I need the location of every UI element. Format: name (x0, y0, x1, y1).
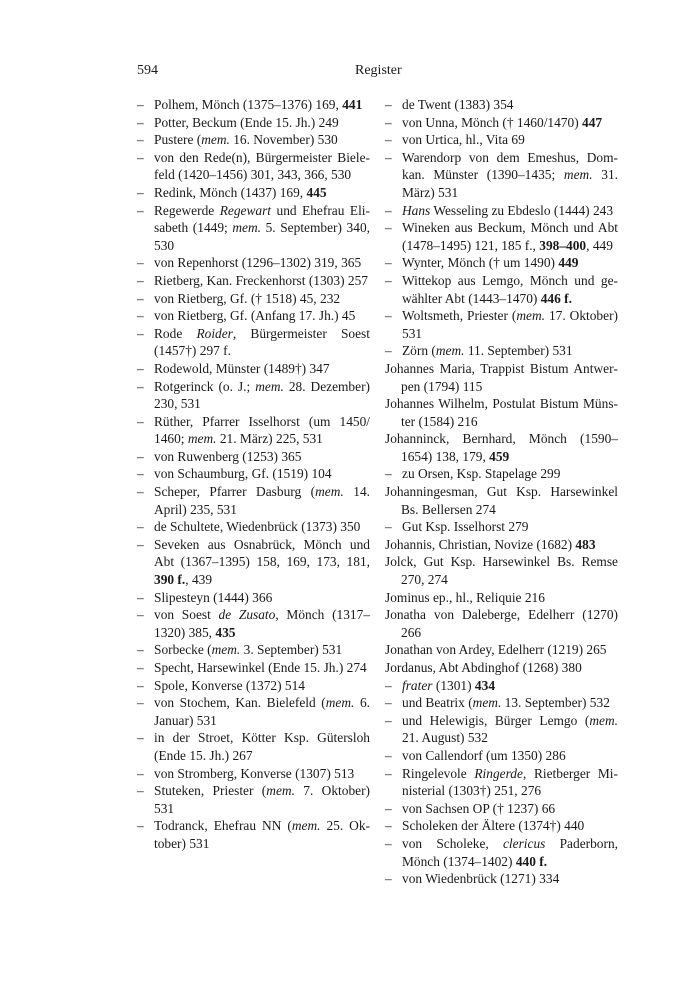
index-entry (137, 518, 370, 536)
index-column-left (137, 96, 370, 853)
entry-text: Roider (196, 325, 233, 341)
entry-text: Regewerde (154, 202, 220, 218)
entry-text: von Stromberg, Konverse (1307) 513 (154, 765, 355, 781)
index-entry (137, 307, 370, 325)
entry-text: Stuteken, Priester ( (154, 783, 267, 799)
entry-text: Todranck, Ehefrau NN ( (154, 818, 292, 834)
entry-text: Woltsmeth, Priester ( (402, 308, 517, 324)
entry-text: 5. September) 340, 530 (154, 220, 370, 253)
index-entry (137, 606, 370, 641)
entry-text: Scheper, Pfarrer Dasburg ( (154, 484, 316, 500)
entry-text: , Mönch (1317–1320) 385, (154, 607, 370, 640)
entry-text: 483 (575, 536, 596, 552)
index-entry (385, 360, 618, 395)
entry-text: Rodewold, Münster (1489†) 347 (154, 360, 330, 376)
index-entry (385, 149, 618, 202)
entry-text: de Schultete, Wiedenbrück (1373) 350 (154, 519, 361, 535)
entry-text: de Twent (1383) 354 (402, 97, 514, 112)
entry-text: Ringerde (474, 765, 523, 781)
entry-text: mem. (232, 220, 261, 236)
entry-text: mem. (563, 167, 593, 183)
entry-text: , 449 (586, 237, 613, 253)
entry-text: frater (402, 677, 433, 693)
entry-text: Ringelevole (402, 765, 475, 781)
entry-text: mem. (201, 132, 230, 148)
entry-text: mem. (255, 378, 284, 394)
entry-text: 16. November) 530 (229, 132, 338, 148)
entry-text: Potter, Beckum (Ende 15. Jh.) 249 (154, 114, 339, 130)
index-entry (137, 641, 370, 659)
index-entry (137, 272, 370, 290)
index-entry (385, 800, 618, 818)
index-entry (137, 765, 370, 783)
index-entry (385, 307, 618, 342)
entry-text: Johannes Maria, Trappist Bistum Antwerpen (1794) 115 (385, 360, 618, 394)
index-column-right (385, 96, 618, 888)
entry-text: Jordanus, Abt Abdinghof (1268) 380 (385, 660, 582, 675)
index-entry (385, 694, 618, 712)
entry-text: Redink, Mönch (1437) 169, (154, 184, 307, 200)
entry-text: Wittekop aus Lemgo, Mönch und gewählter Abt (1443–1470) (402, 272, 618, 306)
entry-text: von Sachsen OP († 1237) 66 (402, 800, 556, 816)
entry-text: Rietberg, Kan. Freckenhorst (1303) 257 (154, 272, 368, 288)
index-entry (137, 413, 370, 448)
entry-text: 31. März) 531 (402, 167, 618, 200)
entry-text: von Wiedenbrück (1271) 334 (402, 871, 560, 887)
entry-text: Jolck, Gut Ksp. Harsewinkel Bs. Remse 270, 274 (385, 554, 618, 588)
running-title: Register (355, 63, 402, 78)
index-entry (385, 817, 618, 835)
index-entry (137, 360, 370, 378)
entry-text: 435 (215, 624, 236, 640)
entry-text: 434 (474, 677, 496, 693)
index-entry (385, 202, 618, 220)
index-entry (385, 870, 618, 888)
entry-text: 398–400 (539, 237, 587, 253)
entry-text: 7. Oktober) 531 (154, 783, 370, 816)
entry-text: von Rietberg, Gf. († 1518) 45, 232 (154, 290, 341, 306)
index-entry (137, 254, 370, 272)
entry-text: Pustere ( (154, 132, 202, 148)
index-entry (137, 131, 370, 149)
index-entry (137, 677, 370, 695)
index-entry (137, 290, 370, 308)
entry-text: Spole, Konverse (1372) 514 (154, 677, 305, 693)
index-entry (385, 219, 618, 254)
index-entry (385, 483, 618, 518)
entry-text: Seveken aus Osnabrück, Mönch und Abt (1367–1395) 158, 169, 173, 181, (154, 536, 370, 570)
entry-text: von Callendorf (um 1350) 286 (402, 747, 566, 763)
entry-text: mem. (325, 695, 355, 711)
index-entry (385, 589, 618, 607)
entry-text: 25. Oktober) 531 (154, 818, 370, 851)
entry-text: in der Stroet, Kötter Ksp. Gütersloh (Ende 15. Jh.) 267 (154, 730, 370, 763)
entry-text: Wynter, Mönch († um 1490) (402, 255, 559, 271)
entry-text: 21. August) 532 (402, 730, 488, 746)
entry-text: , 439 (185, 572, 213, 588)
index-entry (385, 465, 618, 483)
entry-text: Gut Ksp. Isselhorst 279 (402, 519, 529, 535)
entry-text: mem. (435, 343, 465, 359)
entry-text: 6. Januar) 531 (154, 695, 370, 728)
entry-text: von Rietberg, Gf. (Anfang 17. Jh.) 45 (154, 308, 356, 324)
entry-text: Specht, Harsewinkel (Ende 15. Jh.) 274 (154, 660, 367, 675)
entry-text: Paderborn, Mönch (1374–1402) (402, 835, 618, 869)
entry-text: 13. September) 532 (501, 695, 610, 711)
entry-text: 17. Oktober) 531 (402, 308, 618, 341)
index-entry (137, 659, 370, 677)
entry-text: 449 (558, 255, 579, 271)
entry-text: Rode (154, 325, 197, 341)
entry-text: von Unna, Mönch († 1460/1470) (402, 114, 583, 130)
index-entry (385, 254, 618, 272)
index-entry (385, 131, 618, 149)
entry-text: zu Orsen, Ksp. Stapelage 299 (402, 466, 561, 482)
entry-text: Rotgerinck (o. J.; (154, 378, 256, 394)
entry-text: Wesseling zu Ebdeslo (1444) 243 (430, 202, 614, 218)
index-entry (385, 747, 618, 765)
page-number: 594 (137, 63, 158, 78)
entry-text: 3. September) 531 (240, 642, 343, 658)
entry-text: 11. September) 531 (464, 343, 573, 359)
entry-text: 459 (489, 448, 510, 464)
entry-text: von Stochem, Kan. Bielefeld ( (154, 695, 326, 711)
index-entry (137, 378, 370, 413)
index-entry (137, 325, 370, 360)
entry-text: von Soest (154, 607, 219, 623)
entry-text: Warendorp von dem Emeshus, Domkan. Münster (1390–1435; (402, 149, 618, 183)
index-entry (137, 96, 370, 114)
index-entry (385, 395, 618, 430)
index-entry (385, 553, 618, 588)
index-entry (137, 589, 370, 607)
index-entry (137, 782, 370, 817)
index-entry (137, 817, 370, 852)
entry-text: von Ruwenberg (1253) 365 (154, 448, 302, 464)
entry-text: von den Rede(n), Bürgermeister Bielefeld (1420–1456) 301, 343, 366, 530 (154, 149, 370, 183)
entry-text: Johanninck, Bernhard, Mönch (1590–1654) 138, 179, (385, 431, 618, 464)
entry-text: , Rietberger Ministerial (1303†) 251, 276 (402, 765, 618, 799)
entry-text: mem. (472, 695, 502, 711)
index-entry (385, 835, 618, 870)
index-entry (137, 202, 370, 255)
entry-text: 446 f. (540, 290, 572, 306)
entry-text: Scholeken der Ältere (1374†) 440 (402, 818, 585, 834)
entry-text: und Ehefrau Elisabeth (1449; (154, 202, 370, 236)
entry-text: Sorbecke ( (154, 642, 212, 658)
entry-text: de Zusato (218, 607, 276, 623)
entry-text: Jominus ep., hl., Reliquie 216 (385, 589, 545, 605)
entry-text: Johanningesman, Gut Ksp. Harsewinkel Bs. Bellersen 274 (385, 484, 618, 517)
entry-text: Jonatha von Daleberge, Edelherr (1270) 266 (385, 607, 618, 640)
entry-text: 441 (342, 97, 363, 112)
entry-text: Polhem, Mönch (1375–1376) 169, (154, 97, 343, 112)
index-entry (385, 114, 618, 132)
entry-text: von Urtica, hl., Vita 69 (402, 132, 525, 148)
index-entry (385, 272, 618, 307)
index-entry (385, 342, 618, 360)
index-entry (137, 483, 370, 518)
entry-text: (1301) (432, 677, 475, 693)
index-entry (137, 729, 370, 764)
entry-text: Rüther, Pfarrer Isselhorst (um 1450/ 1460; (154, 413, 370, 447)
entry-text: Regewart (219, 202, 272, 218)
entry-text: mem. (187, 431, 217, 447)
entry-text: Zörn ( (402, 343, 436, 359)
entry-text: 390 f. (154, 572, 186, 588)
index-entry (385, 712, 618, 747)
index-entry (137, 694, 370, 729)
index-entry (137, 465, 370, 483)
index-entry (385, 96, 618, 114)
entry-text: mem. (266, 783, 295, 799)
entry-text: von Repenhorst (1296–1302) 319, 365 (154, 255, 362, 271)
index-entry (385, 677, 618, 695)
entry-text: 28. Dezember) 230, 531 (154, 378, 370, 412)
index-entry (137, 448, 370, 466)
index-entry (385, 518, 618, 536)
entry-text: mem. (589, 712, 618, 728)
index-entry (385, 765, 618, 800)
entry-text: clericus (502, 835, 546, 851)
entry-text: mem. (211, 642, 241, 658)
entry-text: mem. (516, 308, 545, 324)
running-header (137, 62, 402, 80)
entry-text: Slipesteyn (1444) 366 (154, 589, 273, 605)
entry-text: , Bürgermeister Soest (1457†) 297 f. (154, 325, 370, 359)
entry-text: 445 (306, 184, 327, 200)
entry-text: von Scholeke, (402, 835, 503, 851)
entry-text: mem. (291, 818, 321, 834)
entry-text: und Beatrix ( (402, 695, 473, 711)
index-entry (137, 184, 370, 202)
entry-text: 440 f. (515, 853, 548, 869)
index-entry (385, 659, 618, 677)
entry-text: mem. (315, 484, 344, 500)
entry-text: von Schaumburg, Gf. (1519) 104 (154, 466, 332, 482)
entry-text: Hans (402, 202, 431, 218)
index-entry (385, 641, 618, 659)
entry-text: und Helewigis, Bürger Lemgo ( (402, 712, 590, 728)
entry-text: 14. April) 235, 531 (154, 484, 370, 517)
entry-text: Johannes Wilhelm, Postulat Bistum Münster (1584) 216 (385, 396, 618, 429)
index-entry (137, 149, 370, 184)
entry-text: Wineken aus Beckum, Mönch und Abt (1478–1495) 121, 185 f., (402, 220, 618, 253)
index-entry (137, 114, 370, 132)
index-entry (385, 536, 618, 554)
index-entry (385, 430, 618, 465)
index-entry (385, 606, 618, 641)
entry-text: Johannis, Christian, Novize (1682) (385, 536, 576, 552)
entry-text: 21. März) 225, 531 (216, 431, 323, 447)
entry-text: Jonathan von Ardey, Edelherr (1219) 265 (385, 642, 607, 658)
index-entry (137, 536, 370, 589)
entry-text: 447 (582, 114, 603, 130)
